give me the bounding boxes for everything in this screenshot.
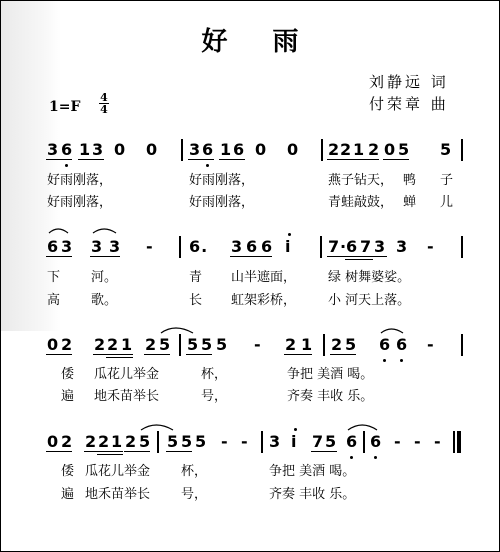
lyric: 遍 xyxy=(61,487,75,502)
note: 2 xyxy=(331,335,344,354)
lyric: 好雨刚落， xyxy=(189,173,255,188)
note: 2 xyxy=(328,140,341,159)
note: 6 xyxy=(379,335,392,354)
note: 3 xyxy=(91,237,104,256)
note: 5 xyxy=(187,335,200,354)
note: 2 xyxy=(94,335,107,354)
lyric: 蝉 xyxy=(403,195,417,210)
note: - xyxy=(434,432,442,451)
note: - xyxy=(427,237,435,256)
note: 5 xyxy=(440,140,453,159)
lyric: 青 xyxy=(189,270,203,285)
note: 3 xyxy=(231,237,244,256)
note: 5 xyxy=(195,432,208,451)
note: 5 xyxy=(345,335,358,354)
note: 7 xyxy=(312,432,325,451)
lyric: 青蛙敲鼓， xyxy=(328,195,394,210)
note: 5 xyxy=(181,432,194,451)
lyric: 瓜花儿举金 xyxy=(94,367,160,382)
note: 3 xyxy=(109,237,122,256)
lyric: 好雨刚落， xyxy=(189,195,255,210)
note: 2 xyxy=(85,432,98,451)
lyric: 齐奏 丰收 乐。 xyxy=(287,389,374,404)
note: - xyxy=(427,335,435,354)
time-signature-unit: 4 xyxy=(100,103,108,116)
lyric: 争把 美酒 喝。 xyxy=(269,464,356,479)
note: 3 xyxy=(396,237,409,256)
time-signature-beats: 4 xyxy=(100,91,108,104)
note: 5 xyxy=(398,140,411,159)
lyric: 歌。 xyxy=(91,293,118,308)
note: 0 xyxy=(255,140,268,159)
slur xyxy=(49,229,68,233)
slur xyxy=(141,425,173,430)
lyric: 争把 美酒 喝。 xyxy=(287,367,374,382)
note: 0 xyxy=(384,140,397,159)
note: 5 xyxy=(139,432,152,451)
note: 6 xyxy=(346,237,359,256)
note: 5 xyxy=(325,432,338,451)
note: 6 xyxy=(346,432,359,451)
note: 2 xyxy=(61,432,74,451)
note: 0 xyxy=(287,140,300,159)
note: 3 xyxy=(189,140,202,159)
note: - xyxy=(146,237,154,256)
note: 2 xyxy=(285,335,298,354)
lyric: 燕子钻天， xyxy=(328,173,394,188)
note: 2 xyxy=(61,335,74,354)
lyric: 小 河天上落。 xyxy=(328,293,411,308)
note: 6 xyxy=(233,140,246,159)
note: 5 xyxy=(167,432,180,451)
lyric: 号， xyxy=(181,487,208,502)
note: 2 xyxy=(98,432,111,451)
lyric: 子 xyxy=(440,173,454,188)
lyric: 瓜花儿举金 xyxy=(85,464,151,479)
note: 6 xyxy=(396,335,409,354)
song-title: 好 雨 xyxy=(201,27,317,57)
slur xyxy=(381,329,403,333)
lyric: 号， xyxy=(201,389,228,404)
note: 2 xyxy=(125,432,138,451)
note: 0 xyxy=(146,140,159,159)
note: 5 xyxy=(216,335,229,354)
lyric: 河。 xyxy=(91,270,118,285)
lyric: 长 xyxy=(189,293,203,308)
lyric: 虹架彩桥， xyxy=(231,293,297,308)
lyric: 高 xyxy=(47,293,61,308)
note: 3 xyxy=(374,237,387,256)
lyric: 杯， xyxy=(201,367,228,382)
note: 1 xyxy=(301,335,314,354)
note: 6 xyxy=(202,140,215,159)
note: 2 xyxy=(107,335,120,354)
note: 3 xyxy=(92,140,105,159)
note: 5 xyxy=(159,335,172,354)
note: 2 xyxy=(340,140,353,159)
note: 1 xyxy=(111,432,124,451)
slur xyxy=(161,328,193,333)
note: 6 xyxy=(370,432,383,451)
note: 6. xyxy=(189,237,209,256)
lyric: 山半遮面， xyxy=(231,270,297,285)
lyricist-credit: 刘静远 词 xyxy=(369,73,449,91)
lyric: 倭 xyxy=(61,464,75,479)
note: 3 xyxy=(47,140,60,159)
lyric: 绿 树舞婆娑。 xyxy=(328,270,411,285)
lyric: 好雨刚落， xyxy=(47,195,113,210)
note: 1 xyxy=(220,140,233,159)
note: - xyxy=(414,432,422,451)
note: 3 xyxy=(269,432,282,451)
note: 7 xyxy=(360,237,373,256)
note: 0 xyxy=(47,335,60,354)
note: 6 xyxy=(47,237,60,256)
lyric: 遍 xyxy=(61,389,75,404)
note: - xyxy=(254,335,262,354)
note: 3 xyxy=(61,237,74,256)
note: 7 xyxy=(328,237,341,256)
note: - xyxy=(394,432,402,451)
composer-credit: 付荣章 曲 xyxy=(369,95,449,113)
lyric: 地禾苗举长 xyxy=(94,389,160,404)
lyric: 杯， xyxy=(181,464,208,479)
note: 5 xyxy=(201,335,214,354)
lyric: 地禾苗举长 xyxy=(85,487,151,502)
note: 0 xyxy=(47,432,60,451)
note: · xyxy=(340,237,348,256)
slur xyxy=(93,229,116,233)
note: 1 xyxy=(353,140,366,159)
note: 1 xyxy=(79,140,92,159)
lyric: 儿 xyxy=(440,195,454,210)
note: 6 xyxy=(61,140,74,159)
lyric: 鸭 xyxy=(403,173,417,188)
note: 2 xyxy=(368,140,381,159)
note: i xyxy=(291,432,298,451)
note: - xyxy=(221,432,229,451)
slur xyxy=(348,425,377,430)
note: 6 xyxy=(261,237,274,256)
slurs-layer xyxy=(1,1,499,551)
note: i xyxy=(285,237,292,256)
lyric: 好雨刚落， xyxy=(47,173,113,188)
note: 1 xyxy=(121,335,134,354)
lyric: 倭 xyxy=(61,367,75,382)
note: - xyxy=(241,432,249,451)
lyric: 齐奏 丰收 乐。 xyxy=(269,487,356,502)
note: 2 xyxy=(145,335,158,354)
note: 6 xyxy=(246,237,259,256)
lyric: 下 xyxy=(47,270,61,285)
key-signature: 1=F xyxy=(49,99,81,115)
note: 0 xyxy=(114,140,127,159)
